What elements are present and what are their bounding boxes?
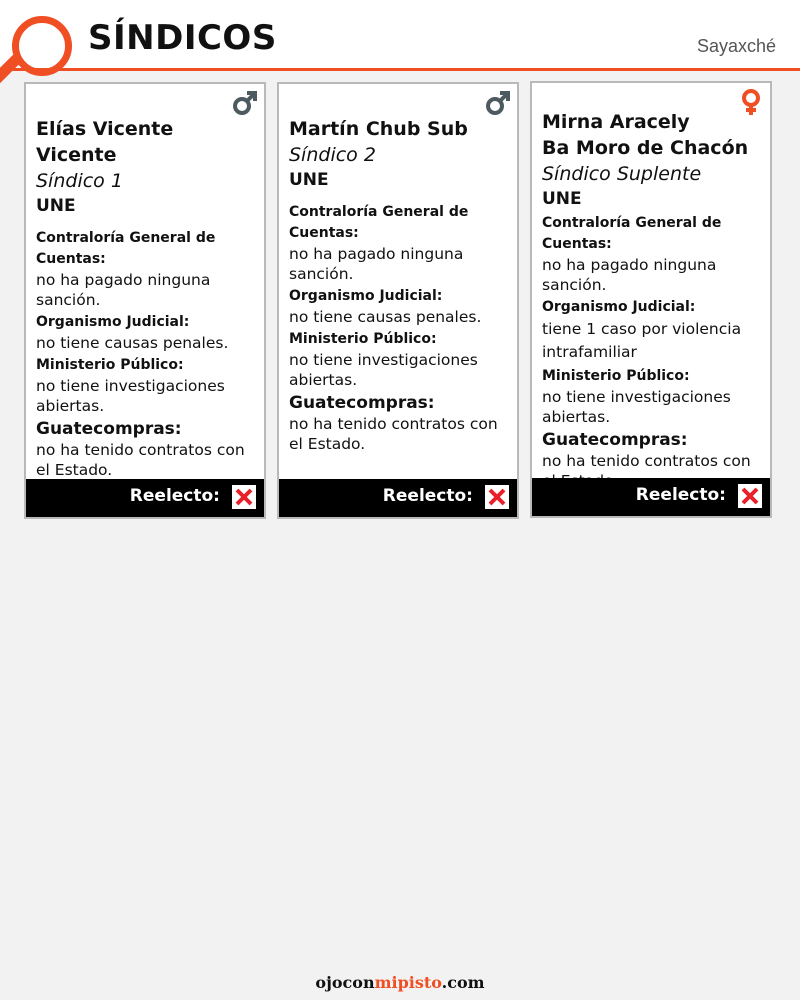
candidate-card (24, 82, 266, 519)
section-label: Ministerio Público: (36, 357, 184, 373)
reelecto-bar (26, 479, 264, 517)
section-label: Contraloría General de Cuentas: (542, 215, 722, 252)
section-label: Organismo Judicial: (542, 299, 696, 315)
magnifier-icon (12, 16, 72, 76)
red-x-icon (738, 484, 762, 508)
page-title: SÍNDICOS (88, 18, 277, 58)
red-x-icon (485, 485, 509, 509)
section-value: no tiene causas penales. (289, 308, 482, 326)
candidate-party: UNE (289, 170, 329, 190)
candidate-party: UNE (542, 189, 582, 209)
municipality-label: Sayaxché (696, 36, 776, 56)
reelecto-label: Reelecto: (129, 486, 220, 506)
brand-footer (0, 973, 800, 992)
section-label: Ministerio Público: (289, 331, 437, 347)
section-value: no tiene investigaciones abiertas. (36, 377, 225, 415)
reelecto-label: Reelecto: (382, 486, 473, 506)
header-divider (0, 68, 800, 71)
section-label: Guatecompras: (36, 419, 182, 439)
candidate-role: Síndico 2 (289, 144, 376, 166)
male-icon (232, 90, 258, 116)
brand-part: mipisto (374, 973, 442, 992)
section-value: no tiene causas penales. (36, 334, 229, 352)
section-value: no ha pagado ninguna sanción. (542, 256, 717, 294)
section-label: Ministerio Público: (542, 368, 690, 384)
section-label: Contraloría General de Cuentas: (289, 204, 469, 241)
reelecto-bar (279, 479, 517, 517)
section-label: Organismo Judicial: (36, 314, 190, 330)
section-value: no tiene investigaciones abiertas. (289, 351, 478, 389)
reelecto-bar (532, 478, 770, 516)
section-label: Guatecompras: (289, 393, 435, 413)
header (0, 0, 800, 69)
brand-part: ojocon (315, 973, 375, 992)
section-value: no ha pagado ninguna sanción. (289, 245, 464, 283)
section-value: no ha pagado ninguna sanción. (36, 271, 211, 309)
candidate-card (277, 82, 519, 519)
male-icon (485, 90, 511, 116)
section-label: Contraloría General de Cuentas: (36, 230, 216, 267)
candidate-name: Ba Moro de Chacón (542, 137, 749, 159)
candidate-name: Mirna Aracely (542, 111, 690, 133)
reelecto-label: Reelecto: (635, 485, 726, 505)
section-value: no ha tenido contratos con el Estado. (36, 441, 245, 479)
candidate-role: Síndico Suplente (542, 163, 702, 185)
candidate-name: Elías Vicente Vicente (36, 118, 174, 166)
candidate-name: Martín Chub Sub (289, 118, 468, 140)
brand-part: .com (441, 973, 485, 992)
candidate-role: Síndico 1 (36, 170, 123, 192)
section-value: no ha tenido contratos con el Estado. (289, 415, 498, 453)
red-x-icon (232, 485, 256, 509)
candidate-party: UNE (36, 196, 76, 216)
candidate-card (530, 81, 772, 518)
section-value: no tiene investigaciones abiertas. (542, 388, 731, 426)
section-label: Organismo Judicial: (289, 288, 443, 304)
section-value: no ha tenido contratos con (542, 452, 751, 470)
section-value: tiene 1 caso por violencia intrafamiliar (542, 320, 742, 361)
female-icon (738, 89, 764, 115)
section-label: Guatecompras: (542, 430, 688, 450)
